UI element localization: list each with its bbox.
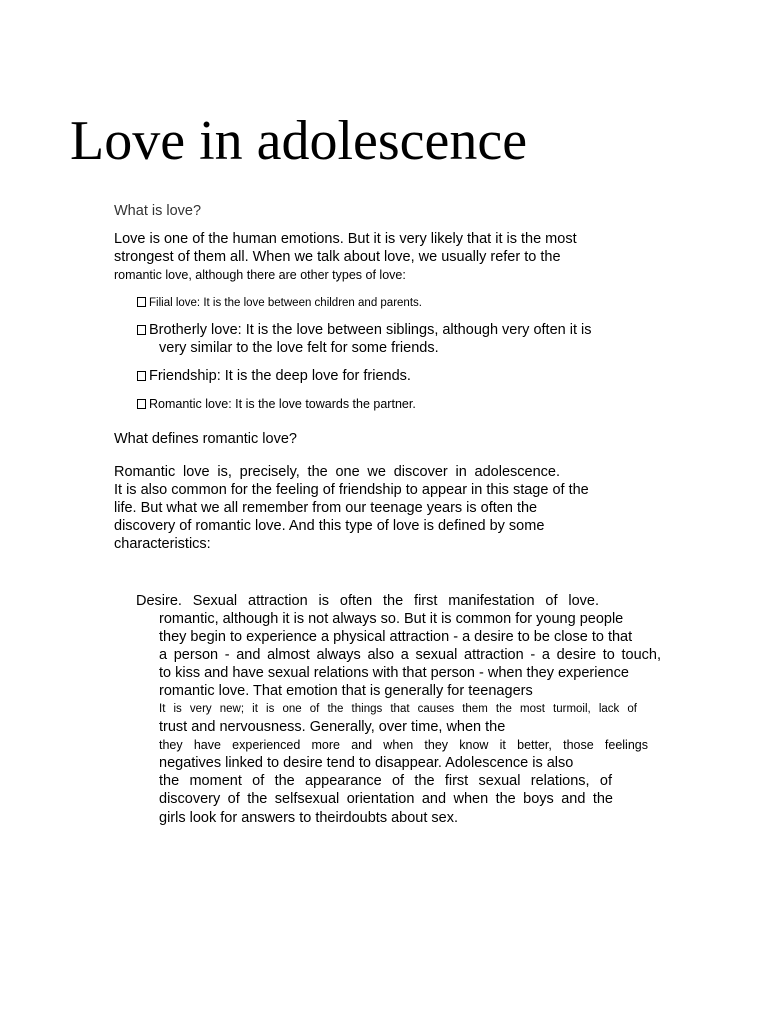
list-item-brotherly-continuation: very similar to the love felt for some friends. bbox=[159, 340, 439, 356]
desire-line-10: negatives linked to desire tend to disappear. Adolescence is also bbox=[159, 755, 574, 771]
desire-line-12: discovery of the selfsexual orientation and when the boys and the bbox=[159, 791, 613, 807]
desire-line-6: romantic love. That emotion that is generally for teenagers bbox=[159, 683, 533, 699]
romantic-line-1: Romantic love is, precisely, the one we discover in adolescence. bbox=[114, 464, 560, 480]
romantic-line-3: life. But what we all remember from our teenage years is often the bbox=[114, 500, 538, 516]
desire-line-5: to kiss and have sexual relations with that person - when they experience bbox=[159, 665, 629, 681]
desire-line-3: they begin to experience a physical attraction - a desire to be close to that bbox=[159, 629, 633, 645]
romantic-line-2: It is also common for the feeling of friendship to appear in this stage of the bbox=[114, 482, 589, 498]
romantic-line-5: characteristics: bbox=[114, 536, 211, 552]
list-item-romantic-text: Romantic love: It is the love towards the partner. bbox=[149, 397, 416, 411]
intro-line-3: romantic love, although there are other types of love: bbox=[114, 268, 406, 282]
desire-line-7: It is very new; it is one of the things that causes them the most turmoil, lack of bbox=[159, 703, 637, 715]
intro-line-2: strongest of them all. When we talk about love, we usually refer to the bbox=[114, 249, 561, 265]
list-item-brotherly bbox=[137, 321, 591, 339]
heading-what-is-love: What is love? bbox=[114, 203, 202, 219]
intro-line-1: Love is one of the human emotions. But it is very likely that it is the most bbox=[114, 231, 577, 247]
desire-line-9: they have experienced more and when they know it better, those feelings bbox=[159, 738, 648, 752]
desire-line-2: romantic, although it is not always so. But it is common for young people bbox=[159, 611, 624, 627]
list-item-filial-text: Filial love: It is the love between children and parents. bbox=[149, 297, 422, 309]
document-title: Love in adolescence bbox=[70, 110, 528, 172]
heading-romantic-love: What defines romantic love? bbox=[114, 431, 297, 447]
desire-line-11: the moment of the appearance of the first sexual relations, of bbox=[159, 773, 612, 789]
bullet-box-icon bbox=[137, 399, 146, 409]
desire-line-1: Desire. Sexual attraction is often the first manifestation of love. bbox=[136, 593, 599, 609]
desire-line-4: a person - and almost always also a sexual attraction - a desire to touch, bbox=[159, 647, 661, 663]
list-item-friendship bbox=[137, 367, 411, 385]
list-item-friendship-text: Friendship: It is the deep love for friends. bbox=[149, 368, 411, 384]
list-item-brotherly-text: Brotherly love: It is the love between siblings, although very often it is bbox=[149, 322, 592, 338]
bullet-box-icon bbox=[137, 297, 146, 307]
bullet-box-icon bbox=[137, 371, 146, 381]
bullet-box-icon bbox=[137, 325, 146, 335]
desire-line-8: trust and nervousness. Generally, over time, when the bbox=[159, 719, 506, 735]
romantic-line-4: discovery of romantic love. And this type of love is defined by some bbox=[114, 518, 545, 534]
list-item-filial bbox=[137, 294, 422, 312]
desire-line-13: girls look for answers to theirdoubts about sex. bbox=[159, 810, 459, 826]
list-item-romantic bbox=[137, 395, 416, 413]
